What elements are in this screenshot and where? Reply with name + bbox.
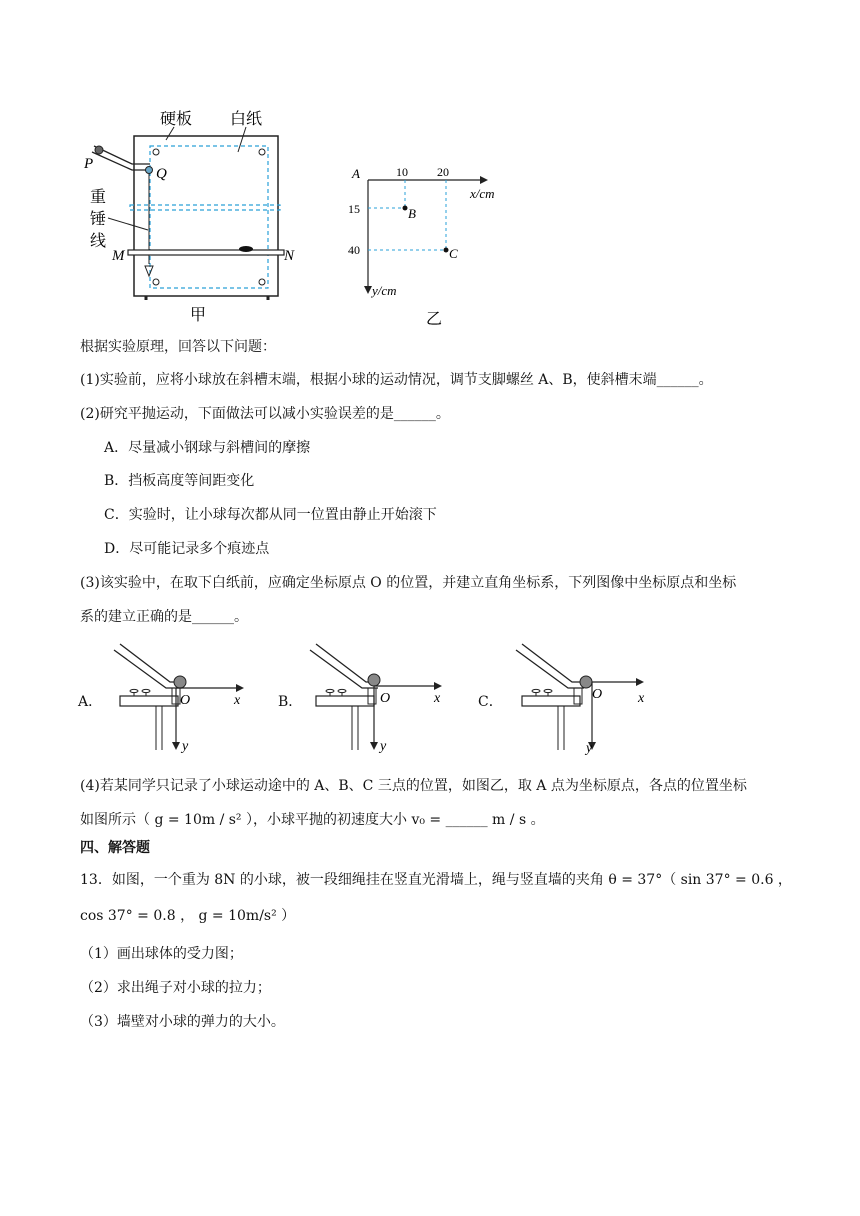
q3-b-origin: O <box>380 691 391 706</box>
q3-fig-c-label: C． <box>478 694 503 710</box>
q3-figure-c <box>512 642 662 754</box>
q3-c-origin: O <box>592 687 603 702</box>
y-tick-40: 40 <box>348 243 360 257</box>
caption-yi: 乙 <box>426 309 443 328</box>
label-b: B <box>408 206 416 221</box>
section-heading-4: 四、解答题 <box>80 840 150 856</box>
q3-c-x: x <box>638 691 645 706</box>
q3-figure-a <box>110 642 260 754</box>
y-axis-label: y/cm <box>372 283 397 298</box>
ball-p <box>95 146 103 154</box>
label-m: M <box>112 248 125 264</box>
question-3-line1: (3)该实验中，在取下白纸前，应确定坐标原点 O 的位置，并建立直角坐标系，下列图像中坐标原点和坐标 <box>80 575 737 591</box>
question-13-line1: 13．如图，一个重为 8N 的小球，被一段细绳挂在竖直光滑墙上，绳与竖直墙的夹角 θ = 37°（ sin 37° = 0.6 ， <box>80 872 792 888</box>
intro-text: 根据实验原理，回答以下问题： <box>80 339 276 355</box>
question-4-line2: 如图所示（ g = 10m / s² ），小球平抛的初速度大小 v₀ = ______ m / s 。 <box>80 812 545 828</box>
q2-option-c: C．实验时，让小球每次都从同一位置由静止开始滚下 <box>104 507 437 523</box>
mn-board <box>128 250 284 255</box>
x-tick-20: 20 <box>437 165 449 179</box>
question-3-line2: 系的建立正确的是______。 <box>80 609 248 625</box>
label-p: P <box>84 156 94 172</box>
label-hardboard: 硬板 <box>160 109 193 128</box>
question-2: (2)研究平抛运动，下面做法可以减小实验误差的是______。 <box>80 406 450 422</box>
caption-jia: 甲 <box>190 305 207 324</box>
white-paper-outline <box>150 146 268 288</box>
q3-b-x: x <box>434 691 441 706</box>
question-4-line1: (4)若某同学只记录了小球运动途中的 A、B、C 三点的位置，如图乙，取 A 点为坐标原点，各点的位置坐标 <box>80 778 747 794</box>
point-c <box>444 248 449 253</box>
q3-fig-b-label: B． <box>278 694 303 710</box>
label-plumb-3: 线 <box>90 231 107 250</box>
q3-fig-a-label: A． <box>78 694 103 710</box>
label-a: A <box>352 166 360 181</box>
label-c: C <box>449 246 458 261</box>
label-plumb-1: 重 <box>90 187 107 206</box>
q3-a-origin: O <box>180 693 191 708</box>
x-axis-label: x/cm <box>470 186 495 201</box>
q13-part-3: （3）墙壁对小球的弹力的大小。 <box>80 1014 285 1030</box>
chute <box>92 152 150 170</box>
question-1: (1)实验前，应将小球放在斜槽末端，根据小球的运动情况，调节支脚螺丝 A、B，使斜槽末端______。 <box>80 372 713 388</box>
q2-option-d: D．尽可能记录多个痕迹点 <box>104 541 270 557</box>
q2-option-b: B．挡板高度等间距变化 <box>104 473 255 489</box>
figure-yi <box>340 160 520 330</box>
q13-part-1: （1）画出球体的受力图； <box>80 946 243 962</box>
figure-jia <box>78 100 295 330</box>
q13-part-2: （2）求出绳子对小球的拉力； <box>80 980 271 996</box>
point-b <box>403 206 408 211</box>
q3-a-x: x <box>234 693 241 708</box>
label-whitepaper: 白纸 <box>230 109 263 128</box>
question-13-line2: cos 37° = 0.8 ， g = 10m/s² ） <box>80 908 296 924</box>
label-n: N <box>284 248 295 264</box>
q3-figure-b <box>306 642 456 754</box>
hardboard-frame <box>134 136 278 296</box>
y-tick-15: 15 <box>348 202 360 216</box>
label-q: Q <box>156 166 167 182</box>
label-plumb-2: 锤 <box>90 209 107 228</box>
q2-option-a: A．尽量减小钢球与斜槽间的摩擦 <box>104 440 311 456</box>
x-tick-10: 10 <box>396 165 408 179</box>
q3-c-y: y <box>586 741 593 756</box>
q3-a-y: y <box>182 739 189 754</box>
q3-b-y: y <box>380 739 387 754</box>
